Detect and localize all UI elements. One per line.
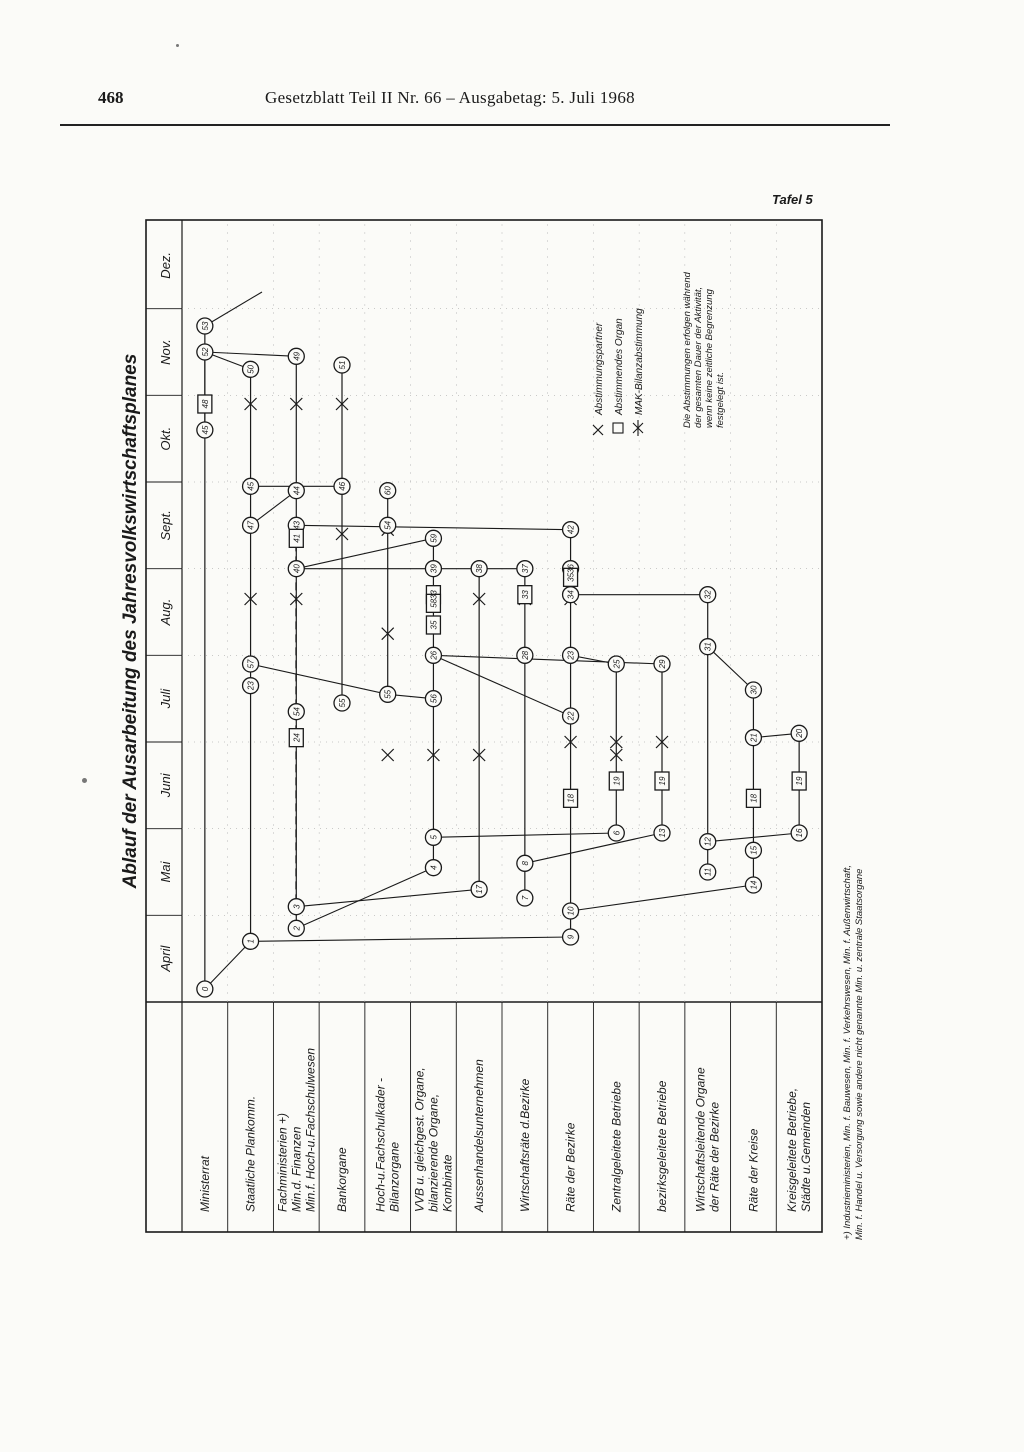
- row-label: Räte der Kreise: [746, 1128, 761, 1212]
- event-label: 13: [658, 828, 667, 838]
- event-label: 60: [383, 486, 393, 496]
- box-label: 19: [658, 776, 667, 786]
- row-label: Fachministerien +): [275, 1112, 290, 1212]
- event-label: 59: [429, 533, 439, 543]
- diagram-title: Ablauf der Ausarbeitung des Jahresvolkswirtschaftsplanes: [120, 353, 141, 889]
- event-label: 46: [338, 481, 347, 491]
- event-label: 37: [520, 564, 530, 574]
- connector-arrow: [708, 647, 754, 690]
- event-label: 50: [246, 364, 256, 374]
- event-label: 20: [795, 728, 805, 738]
- box-label: 58: [429, 598, 439, 608]
- month-label: Juli: [158, 688, 173, 709]
- event-label: 10: [566, 906, 576, 916]
- connector-arrow: [296, 889, 479, 906]
- row-label: bezirksgeleitete Betriebe: [655, 1080, 669, 1212]
- legend-cross-symbol: [593, 425, 603, 435]
- row-label: Städte u.Gemeinden: [799, 1101, 814, 1212]
- event-label: 45: [200, 425, 210, 435]
- connector-arrow: [525, 833, 662, 863]
- box-label: 35: [429, 620, 439, 630]
- event-label: 23: [246, 681, 256, 691]
- event-label: 54: [383, 520, 393, 530]
- box-label: 18: [749, 793, 759, 803]
- row-label: Min.d. Finanzen: [289, 1126, 304, 1212]
- event-label: 23: [566, 650, 576, 660]
- row-label: Kombinate: [440, 1154, 455, 1212]
- event-label: 6: [612, 830, 622, 836]
- month-label: Nov.: [158, 339, 173, 365]
- event-label: 52: [200, 347, 210, 357]
- legend-note-line: Die Abstimmungen erfolgen während: [682, 272, 693, 428]
- event-label: 34: [566, 590, 576, 600]
- box-label: 33: [520, 590, 530, 600]
- box-label: 19: [612, 776, 622, 786]
- box-label: 35: [566, 572, 576, 582]
- row-label: VVB u. gleichgest. Organe,: [412, 1067, 427, 1212]
- month-label: Juni: [158, 773, 173, 798]
- final-arrow: [205, 292, 262, 326]
- event-label: 2: [292, 926, 302, 931]
- event-label: 30: [749, 685, 759, 695]
- event-label: 31: [703, 642, 713, 652]
- month-label: Okt.: [158, 426, 173, 451]
- event-label: 51: [338, 360, 347, 370]
- legend-note-line: wenn keine zeitliche Begrenzung: [704, 289, 715, 428]
- event-label: 11: [703, 867, 713, 877]
- row-label: Bilanzorgane: [387, 1141, 402, 1212]
- box-label: 48: [200, 399, 210, 409]
- event-label: 1: [246, 939, 256, 944]
- coordination-cross: [382, 749, 394, 761]
- row-label: Räte der Bezirke: [563, 1122, 578, 1212]
- event-label: 28: [520, 650, 530, 660]
- box-label: 24: [292, 733, 302, 743]
- month-label: Sept.: [158, 510, 173, 541]
- event-label: 12: [703, 837, 713, 847]
- event-label: 7: [520, 895, 530, 901]
- connector-arrow: [205, 352, 296, 356]
- event-label: 40: [292, 564, 302, 574]
- event-label: 36: [566, 564, 576, 574]
- footnote: [842, 865, 865, 1240]
- event-label: 49: [292, 351, 302, 361]
- row-label: Bankorgane: [335, 1147, 349, 1212]
- event-label: 29: [658, 659, 667, 669]
- event-label: 8: [520, 861, 530, 866]
- month-label: Mai: [158, 861, 173, 883]
- event-label: 17: [475, 884, 485, 894]
- connector-arrow: [296, 868, 433, 929]
- event-label: 55: [338, 698, 347, 708]
- connector-arrow: [571, 885, 754, 911]
- event-label: 42: [566, 525, 576, 535]
- legend-organ: Abstimmendes Organ: [614, 318, 625, 415]
- legend-box-symbol: [613, 423, 623, 433]
- event-label: 22: [566, 711, 576, 721]
- event-label: 43: [292, 520, 302, 530]
- event-label: 56: [429, 694, 439, 704]
- row-label: Zentralgeleitete Betriebe: [609, 1081, 624, 1212]
- event-label: 4: [429, 865, 439, 870]
- running-title: Gesetzblatt Teil II Nr. 66 – Ausgabetag: 5. Juli 1968: [265, 88, 635, 107]
- legend-partner: Abstimmungspartner: [594, 322, 605, 415]
- event-label: 0: [200, 986, 210, 992]
- row-label: der Räte der Bezirke: [707, 1101, 722, 1212]
- tafel-label: Tafel 5: [772, 192, 813, 207]
- legend-mak-symbol: [633, 420, 643, 436]
- box-label: 41: [292, 533, 302, 543]
- legend: [593, 271, 726, 436]
- event-label: 32: [703, 590, 713, 600]
- legend-note-line: der gesamten Dauer der Aktivität,: [693, 286, 704, 428]
- event-label: 26: [429, 650, 439, 660]
- row-label: Min.f. Hoch-u.Fachschulwesen: [303, 1047, 318, 1212]
- row-label: Aussenhandelsunternehmen: [472, 1059, 487, 1212]
- event-label: 15: [749, 845, 759, 855]
- row-label: Staatliche Plankomm.: [243, 1095, 258, 1212]
- event-label: 53: [200, 321, 210, 331]
- event-label: 39: [429, 564, 439, 574]
- legend-mak: MAK-Bilanzabstimmung: [634, 308, 645, 415]
- month-label: Aug.: [158, 598, 173, 626]
- connector-arrow: [296, 538, 433, 568]
- event-label: 57: [246, 659, 256, 669]
- event-label: 5: [429, 835, 439, 840]
- page-number: 468: [98, 88, 124, 107]
- row-label: Wirtschaftsräte d.Bezirke: [517, 1078, 532, 1212]
- month-label: Dez.: [158, 251, 173, 279]
- event-label: 44: [292, 486, 302, 496]
- event-label: 38: [475, 564, 485, 574]
- box-label: 19: [795, 776, 805, 786]
- event-label: 54: [292, 707, 302, 717]
- event-label: 21: [749, 733, 759, 743]
- event-label: 14: [749, 880, 759, 890]
- row-label: Ministerrat: [197, 1155, 212, 1212]
- footnote-line: +) Industrieministerien, Min. f. Bauwesen, Min. f. Verkehrswesen, Min. f. Außenwirtschaft,: [842, 865, 853, 1240]
- scan-speck: [176, 44, 179, 47]
- event-label: 9: [566, 934, 576, 940]
- footnote-line: Min. f. Handel u. Versorgung sowie andere nicht genannte Min. u. zentrale Staatsorgane: [854, 868, 865, 1240]
- event-label: 55: [383, 689, 393, 699]
- event-label: 16: [795, 828, 805, 838]
- row-label: bilanzierende Organe,: [426, 1093, 441, 1212]
- event-label: 3: [292, 904, 302, 909]
- month-label: April: [158, 945, 173, 972]
- scan-speck: [82, 778, 87, 783]
- event-label: 25: [612, 659, 622, 669]
- row-label: Hoch-u.Fachschulkader -: [373, 1077, 388, 1212]
- row-label: Wirtschaftsleitende Organe: [693, 1067, 708, 1212]
- box-label: 18: [566, 793, 576, 803]
- legend-note-line: festgelegt ist.: [715, 372, 726, 428]
- event-label: 45: [246, 481, 256, 491]
- box-label: 33: [429, 590, 439, 600]
- row-label: Kreisgeleitete Betriebe,: [785, 1087, 800, 1212]
- event-label: 47: [246, 520, 256, 530]
- connector-arrow: [205, 941, 251, 989]
